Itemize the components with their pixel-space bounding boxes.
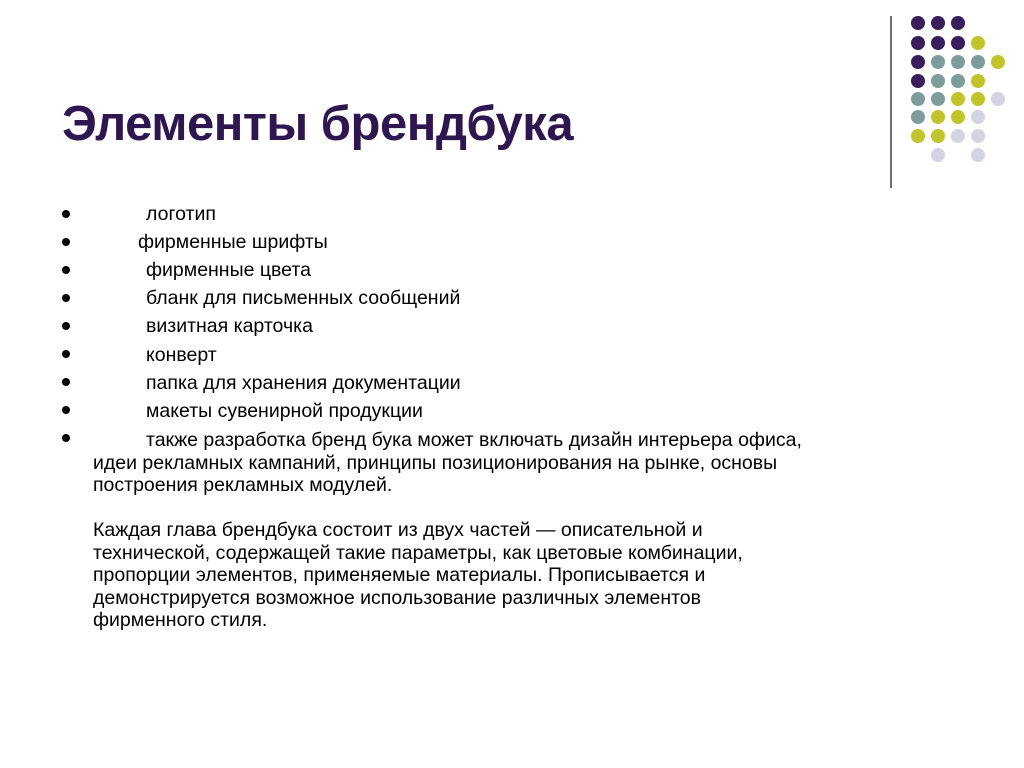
decorative-dot (971, 74, 985, 88)
decorative-dot (971, 92, 985, 106)
list-item: визитная карточка (146, 315, 313, 337)
decorative-dot (911, 55, 925, 69)
decorative-dot (911, 110, 925, 124)
decorative-dot (951, 36, 965, 50)
bullet-dot (62, 406, 70, 414)
decorative-dot (951, 55, 965, 69)
paragraph-line: Каждая глава брендбука состоит из двух частей — описательной и (93, 519, 703, 541)
list-item-line: построения рекламных модулей. (93, 474, 393, 496)
body-paragraph (93, 519, 973, 632)
decorative-dot (931, 129, 945, 143)
decorative-dot (971, 55, 985, 69)
decorative-dot (911, 74, 925, 88)
bullet-dot (62, 294, 70, 302)
decorative-dot (991, 55, 1005, 69)
bullet-dot (62, 378, 70, 386)
list-item: конверт (146, 344, 217, 366)
decorative-dot (951, 110, 965, 124)
decorative-dot (971, 110, 985, 124)
list-item-multiline (93, 429, 802, 497)
bullet-dot (62, 322, 70, 330)
decorative-dot (951, 129, 965, 143)
decorative-dot (931, 148, 945, 162)
decorative-dot (931, 92, 945, 106)
bullet-dot (62, 210, 70, 218)
slide-title: Элементы брендбука (62, 97, 574, 151)
list-item: папка для хранения документации (146, 372, 461, 394)
decorative-dot (951, 16, 965, 30)
list-item: бланк для письменных сообщений (146, 287, 461, 309)
decorative-dot (971, 129, 985, 143)
decorative-dot (931, 74, 945, 88)
bullet-dot (62, 266, 70, 274)
decorative-dot (931, 110, 945, 124)
bullet-dot (62, 350, 70, 358)
decorative-dot (991, 92, 1005, 106)
list-item: макеты сувенирной продукции (146, 400, 423, 422)
decorative-dot (911, 129, 925, 143)
decorative-dot (971, 148, 985, 162)
paragraph-line: фирменного стиля. (93, 609, 268, 631)
bullet-dot (62, 238, 70, 246)
decorative-dot (931, 36, 945, 50)
paragraph-line: демонстрируется возможное использование различных элементов (93, 586, 702, 609)
list-item: фирменные цвета (146, 259, 311, 281)
list-item: логотип (146, 203, 216, 225)
decorative-dot (911, 92, 925, 106)
decorative-dot (931, 55, 945, 69)
paragraph-line: технической, содержащей такие параметры, как цветовые комбинации, (93, 541, 743, 564)
decorative-dot-grid (0, 0, 1024, 200)
decorative-dot (951, 92, 965, 106)
paragraph-line: пропорции элементов, применяемые материалы. Прописывается и (93, 564, 706, 586)
decorative-dot (971, 36, 985, 50)
list-item-line: идеи рекламных кампаний, принципы позиционирования на рынке, основы (93, 451, 778, 474)
list-item-line: также разработка бренд бука может включать дизайн интерьера офиса, (146, 429, 802, 451)
list-item: фирменные шрифты (138, 231, 328, 253)
decorative-dot (911, 36, 925, 50)
bullet-dot (62, 434, 70, 442)
decorative-dot (911, 16, 925, 30)
decorative-dot (951, 74, 965, 88)
decorative-dot (931, 16, 945, 30)
